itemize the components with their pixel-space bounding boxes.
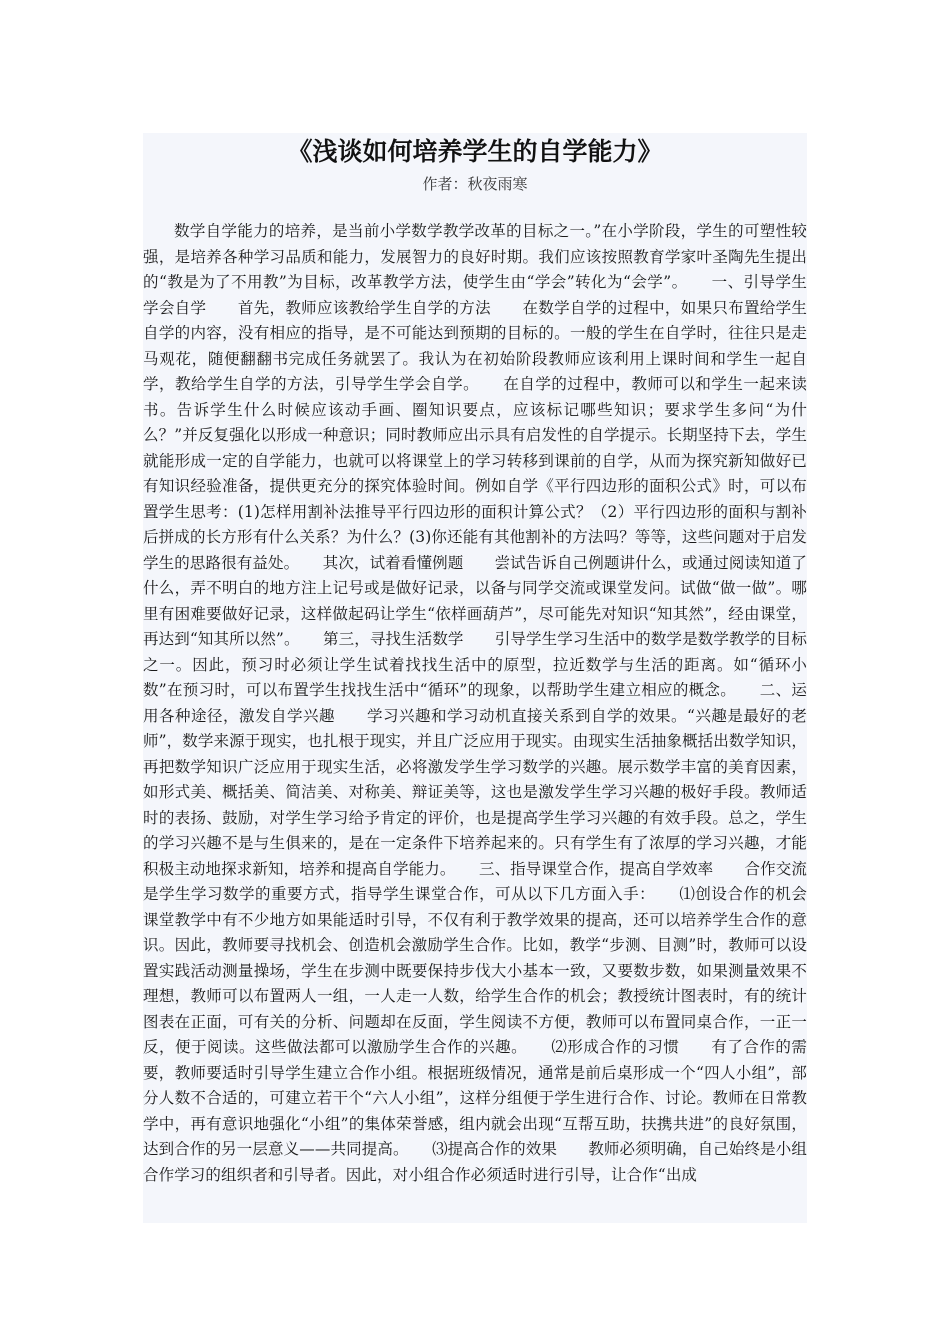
document-title: 《浅谈如何培养学生的自学能力》 <box>287 137 663 166</box>
document-body <box>143 133 839 1223</box>
author-line: 作者：秋夜雨寒 <box>422 175 528 193</box>
article-paragraph: 数学自学能力的培养，是当前小学数学教学改革的目标之一。”在小学阶段，学生的可塑性较强，是培养各种学习品质和能力，发展智力的良好时期。我们应该按照教育学家叶圣陶先生提出的“教是为了不用教”为目标，改革教学方法，使学生由“学会”转化为“会学”。 一、引导学生学会自学 首先，教师应该教给学生自学的方法 在数学自学的过程中，如果只布置给学生自学的内容，没有相应的指导，是不可能达到预期的目标的。一般的学生在自学时，往往只是走马观花，随便翻翻书完成任务就罢了。我认为在初始阶段教师应该利用上课时间和学生一起自学，教给学生自学的方法，引导学生学会自学。 在自学的过程中，教师可以和学生一起来读书。告诉学生什么时候应该动手画、圈知识要点，应该标记哪些知识；要求学生多问“为什么？”并反复强化以形成一种意识；同时教师应出示具有启发性的自学提示。长期坚持下去，学生就能形成一定的自学能力，也就可以将课堂上的学习转移到课前的自学，从而为探究新知做好已有知识经验准备，提供更充分的探究体验时间。例如自学《平行四边形的面积公式》时，可以布置学生思考：(1)怎样用割补法推导平行四边形的面积计算公式？（2）平行四边形的面积与割补后拼成的长方形有什么关系？为什么？(3)你还能有其他割补的方法吗？等等，这些问题对于启发学生的思路很有益处。 其次，试着看懂例题 尝试告诉自己例题讲什么，或通过阅读知道了什么，弄不明白的地方注上记号或是做好记录，以备与同学交流或课堂发问。试做“做一做”。哪里有困难要做好记录，这样做起码让学生“依样画葫芦”，尽可能先对知识“知其然”，经由课堂，再达到“知其所以然”。 第三，寻找生活数学 引导学生学习生活中的数学是数学教学的目标之一。因此，预习时必须让学生试着找找生活中的原型，拉近数学与生活的距离。如“循环小数”在预习时，可以布置学生找找生活中“循环”的现象，以帮助学生建立相应的概念。 二、运用各种途径，激发自学兴趣 学习兴趣和学习动机直接关系到自学的效果。“兴趣是最好的老师”，数学来源于现实，也扎根于现实，并且广泛应用于现实。由现实生活抽象概括出数学知识，再把数学知识广泛应用于现实生活，必将激发学生学习数学的兴趣。展示数学丰富的美育因素，如形式美、概括美、简洁美、对称美、辩证美等，这也是激发学生学习兴趣的极好手段。教师适时的表扬、鼓励，对学生学习给予肯定的评价，也是提高学生学习兴趣的有效手段。总之，学生的学习兴趣不是与生俱来的，是在一定条件下培养起来的。只有学生有了浓厚的学习兴趣，才能积极主动地探求新知，培养和提高自学能力。 三、指导课堂合作，提高自学效率 合作交流是学生学习数学的重要方式，指导学生课堂合作，可从以下几方面入手： ⑴创设合作的机会 课堂教学中有不少地方如果能适时引导，不仅有利于教学效果的提高，还可以培养学生合作的意识。因此，教师要寻找机会、创造机会激励学生合作。比如，教学“步测、目测”时，教师可以设置实践活动测量操场，学生在步测中既要保持步伐大小基本一致，又要数步数，如果测量效果不理想，教师可以布置两人一组，一人走一人数，给学生合作的机会；教授统计图表时，有的统计图表在正面，可有关的分析、问题却在反面，学生阅读不方便，教师可以布置同桌合作，一正一反，便于阅读。这些做法都可以激励学生合作的兴趣。 ⑵形成合作的习惯 有了合作的需要，教师要适时引导学生建立合作小组。根据班级情况，通常是前后桌形成一个“四人小组”，部分人数不合适的，可建立若干个“六人小组”，这样分组便于学生进行合作、讨论。教师在日常教学中，再有意识地强化“小组”的集体荣誉感，组内就会出现“互帮互助，扶携共进”的良好氛围，达到合作的另一层意义——共同提高。 ⑶提高合作的效果 教师必须明确，自己始终是小组合作学习的组织者和引导者。因此，对小组合作必须适时进行引导，让合作“出成 <box>143 222 839 1184</box>
